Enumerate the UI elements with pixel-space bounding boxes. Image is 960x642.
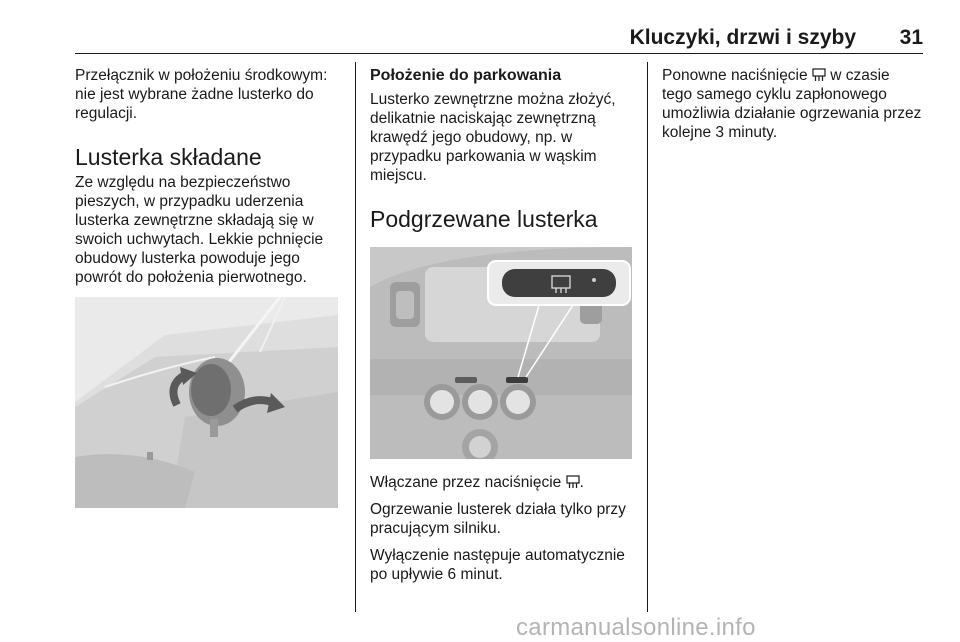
- header-title: Kluczyki, drzwi i szyby: [629, 26, 856, 49]
- auto-off-paragraph: Wyłączenie następuje automatycznie po upływie 6 minut.: [370, 547, 625, 583]
- defrost-press-text: Włączane przez naciśnięcie: [370, 474, 562, 491]
- rear-window-heating-icon: [812, 68, 826, 82]
- subheading-parking-position: Położenie do parkowania: [370, 67, 562, 84]
- defrost-press-period: .: [579, 474, 584, 491]
- heated-mirror-button-illustration: [370, 247, 632, 459]
- parking-position-paragraph: Lusterko zewnętrzne można złożyć, delikatnie naciskając zewnętrzną krawędź jego obudowy, np. w przypadku parkowania w wąskim miejscu.: [370, 91, 616, 184]
- folding-mirrors-paragraph: Ze względu na bezpieczeństwo pieszych, w przypadku uderzenia lusterka zewnętrzne składają się w swoich uchwytach. Lekkie pchnięcie obudowy lusterka powoduje jego powrót do położenia pierwotnego.: [75, 174, 324, 286]
- column-3: [662, 66, 924, 150]
- column-1: [75, 66, 343, 508]
- section-heading-folding-mirrors: Lusterka składane: [75, 144, 262, 170]
- column-2: [370, 66, 635, 592]
- section-heading-heated-mirrors: Podgrzewane lusterka: [370, 206, 598, 232]
- repeat-press-continuation: w czasie tego samego cyklu zapłonowego umożliwia działanie ogrzewania przez kolejne 3 minuty.: [662, 67, 922, 141]
- page-number: 31: [899, 26, 923, 49]
- column-divider-left: [355, 62, 356, 612]
- folding-mirror-illustration: [75, 297, 338, 508]
- heating-engine-paragraph: Ogrzewanie lusterek działa tylko przy pracującym silniku.: [370, 501, 626, 537]
- watermark: carmanualsonline.info: [516, 614, 756, 641]
- column-divider-right: [647, 62, 648, 612]
- intro-paragraph: Przełącznik w położeniu środkowym: nie jest wybrane żadne lusterko do regulacji.: [75, 67, 328, 122]
- header-rule: [75, 53, 923, 54]
- rear-window-heating-icon: [566, 475, 580, 489]
- repeat-press-text: Ponowne naciśnięcie: [662, 67, 808, 84]
